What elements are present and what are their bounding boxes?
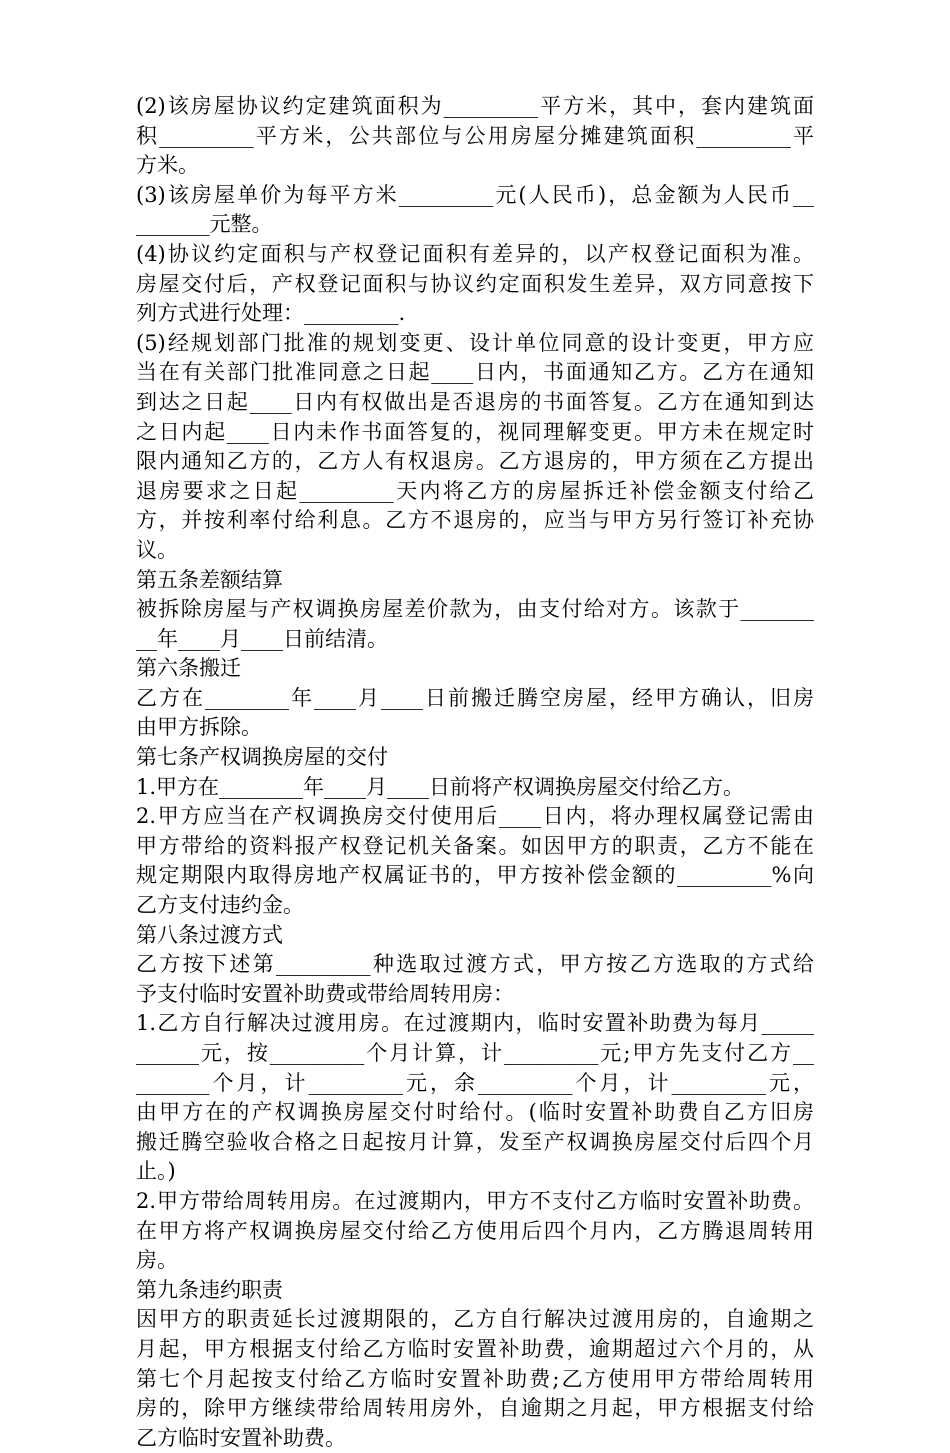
text-line: (5)经规划部门批准的规划变更、设计单位同意的设计变更，甲方应 — [136, 330, 814, 355]
text-line: 止。) — [136, 1159, 176, 1184]
text-line: (2)该房屋协议约定建筑面积为_________平方米，其中，套内建筑面 — [136, 94, 814, 118]
text-line: 积_________平方米，公共部位与公用房屋分摊建筑面积_________平 — [136, 123, 814, 148]
text-line: 被拆除房屋与产权调换房屋差价款为，由支付给对方。该款于_______ — [136, 597, 814, 622]
text-line: 搬迁腾空验收合格之日起按月计算，发至产权调换房屋交付后四个月 — [136, 1129, 814, 1154]
text-line: (3)该房屋单价为每平方米_________元(人民币)，总金额为人民币__ — [136, 182, 814, 207]
text-line: 第八条过渡方式 — [136, 922, 283, 947]
text-line: 当在有关部门批准同意之日起____日内，书面通知乙方。乙方在通知 — [136, 360, 814, 385]
text-line: 甲方带给的资料报产权登记机关备案。如因甲方的职责，乙方不能在 — [136, 833, 814, 858]
text-line: 列方式进行处理：_________. — [136, 301, 406, 326]
text-line: 房。 — [136, 1248, 178, 1273]
text-line: 退房要求之日起_________天内将乙方的房屋拆迁补偿金额支付给乙 — [136, 478, 814, 503]
text-line: 由甲方在的产权调换房屋交付时给付。(临时安置补助费自乙方旧房 — [136, 1100, 814, 1125]
text-line: 在甲方将产权调换房屋交付给乙方使用后四个月内，乙方腾退周转用 — [136, 1218, 814, 1243]
text-line: __年____月____日前结清。 — [136, 626, 388, 651]
text-line: 限内通知乙方的，乙方人有权退房。乙方退房的，甲方须在乙方提出 — [136, 449, 814, 474]
text-line: 1.甲方在________年____月____日前将产权调换房屋交付给乙方。 — [136, 774, 745, 799]
text-line: 2.甲方应当在产权调换房交付使用后____日内，将办理权属登记需由 — [136, 804, 814, 829]
text-line: 2.甲方带给周转用房。在过渡期内，甲方不支付乙方临时安置补助费。 — [136, 1188, 814, 1213]
text-line: ______元，按_________个月计算，计_________元;甲方先支付乙方__ — [136, 1041, 814, 1065]
text-line: 方，并按利率付给利息。乙方不退房的，应当与甲方另行签订补充协 — [136, 508, 814, 533]
text-line: 第七条产权调换房屋的交付 — [136, 745, 388, 770]
text-line: 第九条违约职责 — [136, 1277, 283, 1302]
text-line: _______个月，计_________元，余_________个月，计_________元， — [136, 1070, 814, 1095]
text-line: 房屋交付后，产权登记面积与协议约定面积发生差异，双方同意按下 — [136, 271, 814, 296]
text-line: 方米。 — [136, 153, 199, 178]
text-line: 到达之日起____日内有权做出是否退房的书面答复。乙方在通知到达 — [136, 389, 814, 414]
text-line: 议。 — [136, 537, 178, 562]
text-line: 乙方支付违约金。 — [136, 893, 304, 918]
text-line: 乙方按下述第_________种选取过渡方式，甲方按乙方选取的方式给 — [136, 952, 814, 977]
document-page — [136, 92, 814, 1453]
text-line: 月起，甲方根据支付给乙方临时安置补助费，逾期超过六个月的，从 — [136, 1336, 814, 1361]
text-line: 由甲方拆除。 — [136, 715, 262, 740]
text-line: 房的，除甲方继续带给周转用房外，自逾期之月起，甲方根据支付给 — [136, 1396, 814, 1421]
text-line: (4)协议约定面积与产权登记面积有差异的，以产权登记面积为准。 — [136, 241, 814, 266]
text-line: 第五条差额结算 — [136, 567, 283, 592]
text-line: 乙方在________年____月____日前搬迁腾空房屋，经甲方确认，旧房 — [136, 685, 814, 710]
text-line: _______元整。 — [136, 212, 273, 237]
text-line: 之日内起____日内未作书面答复的，视同理解变更。甲方未在规定时 — [136, 419, 814, 444]
text-line: 第六条搬迁 — [136, 656, 241, 681]
text-line: 乙方临时安置补助费。 — [136, 1425, 346, 1450]
text-line: 予支付临时安置补助费或带给周转用房： — [136, 981, 514, 1006]
text-line: 因甲方的职责延长过渡期限的，乙方自行解决过渡用房的，自逾期之 — [136, 1307, 814, 1332]
text-line: 第七个月起按支付给乙方临时安置补助费;乙方使用甲方带给周转用 — [136, 1366, 814, 1391]
text-line: 1.乙方自行解决过渡用房。在过渡期内，临时安置补助费为每月_____ — [136, 1011, 814, 1036]
text-line: 规定期限内取得房地产权属证书的，甲方按补偿金额的_________%向 — [136, 863, 814, 888]
